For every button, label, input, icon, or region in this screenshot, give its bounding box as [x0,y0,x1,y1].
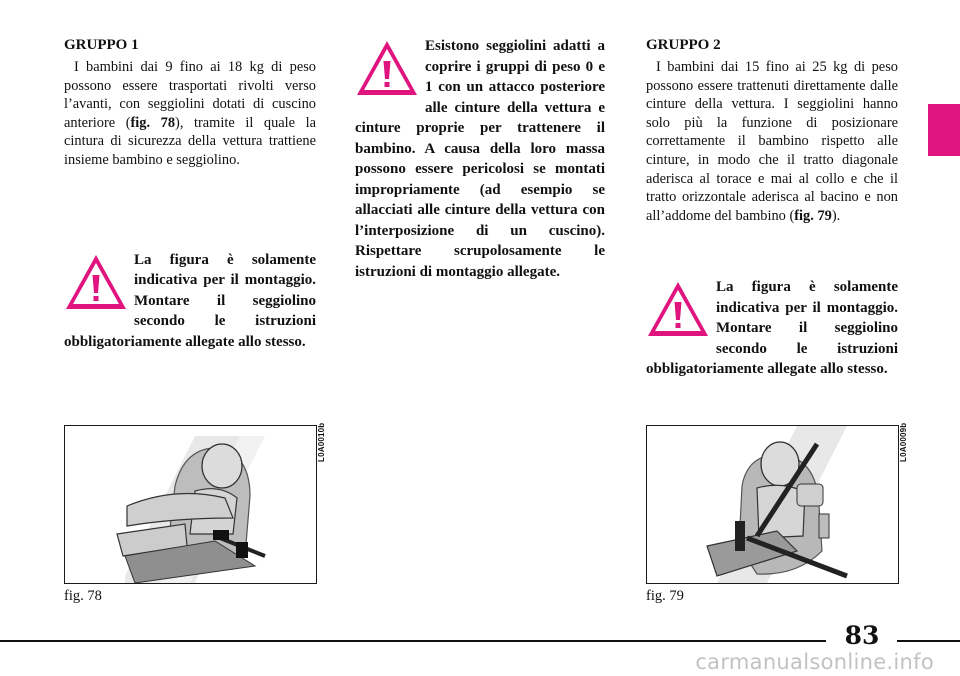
figure-code-79: L0A0009b [899,422,908,462]
figure-caption-79: fig. 79 [646,588,684,604]
child-seat-illustration-79 [647,426,898,583]
paragraph-text: ). [831,207,841,224]
section-tab-marker [928,104,960,156]
column-middle [355,36,605,282]
warning-note-left [64,250,316,353]
warning-text: La figura è solamente indicativa per il montaggio. Montare il seggiolino secondo le istruzioni obbligatoriamente allegate allo stesso. [64,251,316,350]
figure-reference-79: fig. 79 [794,207,832,224]
footer-rule-right [897,640,960,642]
child-seat-illustration-78 [65,426,316,583]
footer-rule-left [0,640,826,642]
watermark: carmanualsonline.info [695,650,934,674]
figure-79-child-seat-group-2 [646,425,899,584]
figure-code-78: L0A0010b [317,422,326,462]
warning-note-right [646,277,898,380]
section-heading-gruppo-1: GRUPPO 1 [64,37,139,53]
paragraph-text: I bambini dai 15 fino ai 25 kg di peso possono essere trattenuti direttamente dalle cinture della vettura. I seggiolini hanno solo più la funzione di posizionare correttamente il bambino rispetto alle cinture, in modo che il tratto diagonale aderisca al torace e mai al collo e che il tratto orizzontale aderisca al bacino e non all’addome del bambino ( [646,59,898,224]
paragraph-gruppo-2 [646,58,898,225]
figure-78-child-seat-group-1 [64,425,317,584]
paragraph-text: I bambini dai 9 fino ai 18 kg di peso possono essere trasportati rivolti verso l’avanti, con seggiolini dotati di cuscino anteriore ( [64,59,316,131]
warning-triangle-icon [355,39,419,97]
warning-triangle-icon [64,253,128,311]
warning-triangle-icon [646,280,710,338]
column-right [646,36,898,380]
figure-caption-78: fig. 78 [64,588,102,604]
paragraph-text: ), tramite il quale la cintura di sicurezza della vettura trattiene insieme bambino e seggiolino. [64,114,316,168]
warning-text: Esistono seggiolini adatti a coprire i gruppi di peso 0 e 1 con un attacco posteriore alle cinture della vettura e cinture proprie per trattenere il bambino. A causa della loro massa possono essere pericolosi se montati impropriamente (ad esempio se allacciati alle cinture della vettura con l’interposizione di un cuscino). Rispettare scrupolosamente le istruzioni di montaggio allegate. [355,38,605,280]
column-left [64,36,316,352]
page-number: 83 [844,621,880,650]
paragraph-gruppo-1 [64,58,316,170]
warning-text: La figura è solamente indicativa per il montaggio. Montare il seggiolino secondo le istruzioni obbligatoriamente allegate allo stesso. [646,279,898,378]
figure-reference-78: fig. 78 [130,114,176,131]
section-heading-gruppo-2: GRUPPO 2 [646,37,721,53]
warning-note-middle [355,36,605,282]
